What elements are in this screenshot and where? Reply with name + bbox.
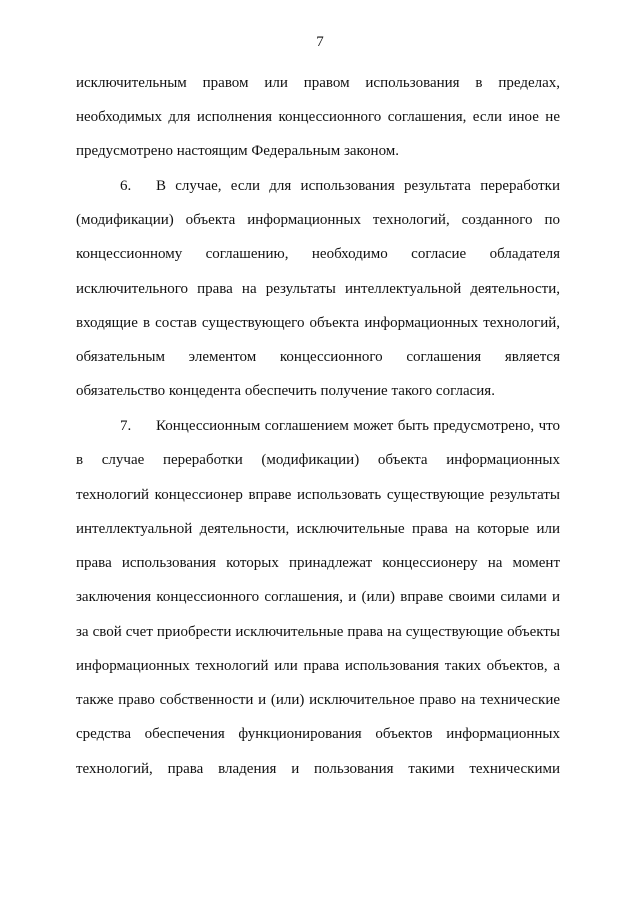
text-line: заключения концессионного соглашения, и (или) вправе своими силами и [76, 589, 560, 605]
text-line: также право собственности и (или) исключительное право на технические [76, 692, 560, 708]
text-line: исключительным правом или правом использования в пределах, [76, 75, 560, 91]
text-line: обязательным элементом концессионного соглашения является [76, 349, 560, 365]
text-line: интеллектуальной деятельности, исключительные права на которые или [76, 521, 560, 537]
text-line: обязательство концедента обеспечить получение такого согласия. [76, 383, 495, 399]
paragraph-6-first-line [120, 176, 560, 196]
text-line: предусмотрено настоящим Федеральным законом. [76, 143, 400, 159]
text-line: права использования которых принадлежат концессионеру на момент [76, 555, 560, 571]
text-line: информационных технологий или права использования таких объектов, а [76, 658, 560, 674]
text-line: концессионному соглашению, необходимо согласие обладателя [76, 246, 560, 262]
text-line: средства обеспечения функционирования объектов информационных [76, 726, 560, 742]
text-line: за свой счет приобрести исключительные права на существующие объекты [76, 624, 560, 640]
text-line: технологий, права владения и пользования такими техническими [76, 761, 560, 777]
text-line: В случае, если для использования результата переработки [156, 178, 560, 194]
paragraph-number: 6. [120, 178, 132, 194]
text-line: Концессионным соглашением может быть предусмотрено, что [156, 418, 560, 434]
text-line: входящие в состав существующего объекта информационных технологий, [76, 315, 560, 331]
text-line: необходимых для исполнения концессионного соглашения, если иное не [76, 109, 560, 125]
paragraph-7-first-line [120, 416, 560, 436]
text-line: исключительного права на результаты интеллектуальной деятельности, [76, 281, 560, 297]
text-line: технологий концессионер вправе использовать существующие результаты [76, 487, 560, 503]
paragraph-number: 7. [120, 418, 132, 434]
text-line: в случае переработки (модификации) объекта информационных [76, 452, 560, 468]
text-line: (модификации) объекта информационных технологий, созданного по [76, 212, 560, 228]
page-number: 7 [316, 34, 324, 50]
